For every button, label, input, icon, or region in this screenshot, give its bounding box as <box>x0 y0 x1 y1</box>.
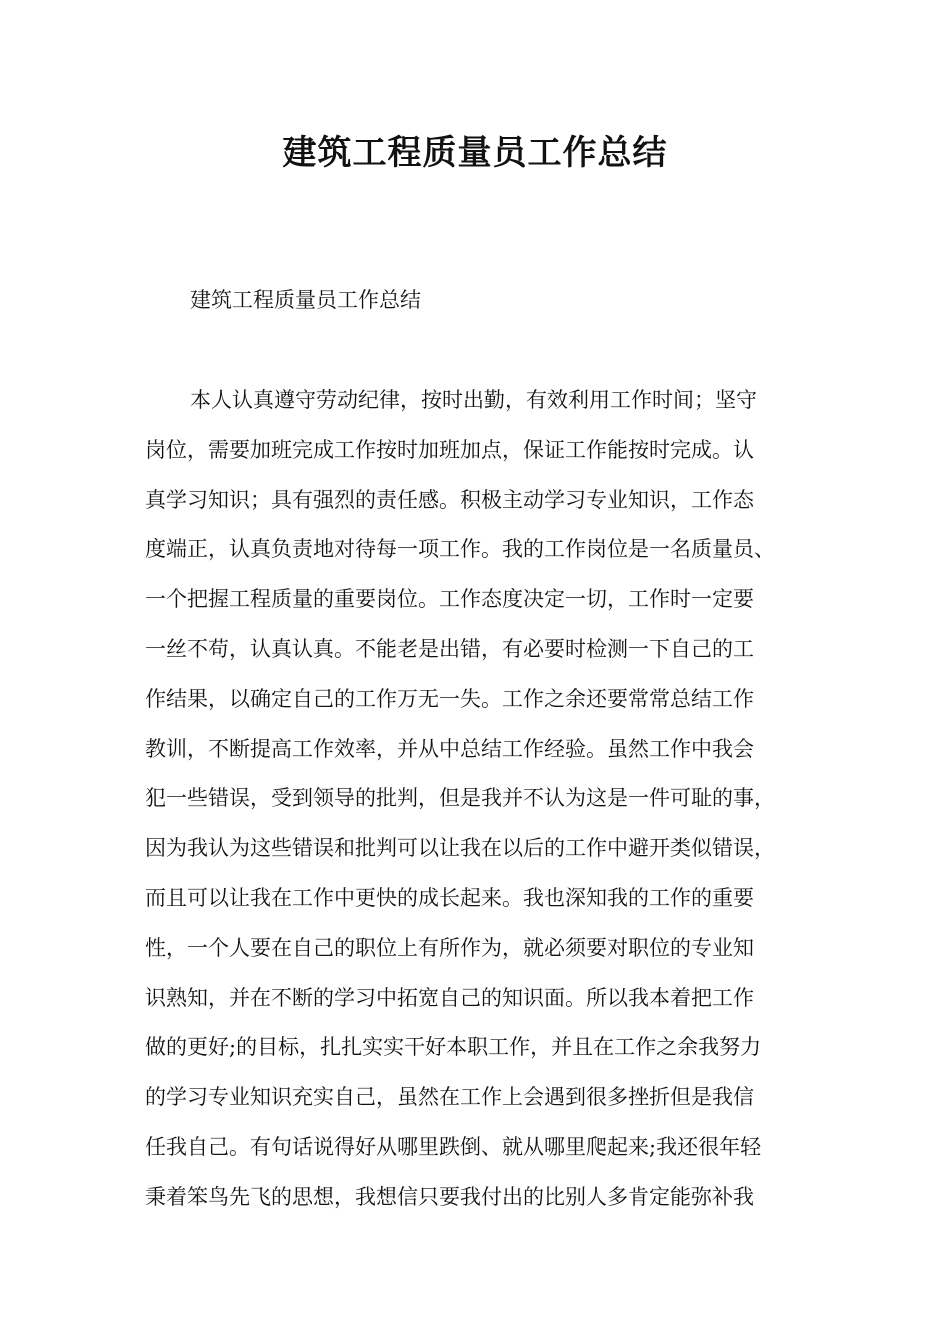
body-paragraph <box>145 381 825 1228</box>
body-line: 岗位，需要加班完成工作按时加班加点，保证工作能按时完成。认 <box>145 437 754 462</box>
body-line: 性，一个人要在自己的职位上有所作为，就必须要对职位的专业知 <box>145 935 754 960</box>
body-line: 做的更好;的目标，扎扎实实干好本职工作，并且在工作之余我努力 <box>145 1035 762 1060</box>
document-title: 建筑工程质量员工作总结 <box>282 133 668 173</box>
body-line: 而且可以让我在工作中更快的成长起来。我也深知我的工作的重要 <box>145 885 754 910</box>
body-line: 度端正，认真负责地对待每一项工作。我的工作岗位是一名质量员、 <box>145 537 775 562</box>
body-line: 真学习知识；具有强烈的责任感。积极主动学习专业知识，工作态 <box>145 487 754 512</box>
body-line: 任我自己。有句话说得好从哪里跌倒、就从哪里爬起来;我还很年轻 <box>145 1134 762 1159</box>
document-subtitle: 建筑工程质量员工作总结 <box>190 288 421 312</box>
body-line: 教训，不断提高工作效率，并从中总结工作经验。虽然工作中我会 <box>145 736 754 761</box>
body-line: 本人认真遵守劳动纪律，按时出勤，有效利用工作时间；坚守 <box>190 388 757 412</box>
body-line: 一丝不苟，认真认真。不能老是出错，有必要时检测一下自己的工 <box>145 636 754 661</box>
body-line: 犯一些错误，受到领导的批判，但是我并不认为这是一件可耻的事， <box>145 786 775 811</box>
body-line: 作结果，以确定自己的工作万无一失。工作之余还要常常总结工作 <box>145 686 754 711</box>
body-line: 识熟知，并在不断的学习中拓宽自己的知识面。所以我本着把工作 <box>145 985 754 1010</box>
body-line: 一个把握工程质量的重要岗位。工作态度决定一切，工作时一定要 <box>145 587 754 612</box>
body-line: 因为我认为这些错误和批判可以让我在以后的工作中避开类似错误， <box>145 836 775 861</box>
body-line: 的学习专业知识充实自己，虽然在工作上会遇到很多挫折但是我信 <box>145 1085 754 1110</box>
body-line: 秉着笨鸟先飞的思想，我想信只要我付出的比别人多肯定能弥补我 <box>145 1184 754 1209</box>
